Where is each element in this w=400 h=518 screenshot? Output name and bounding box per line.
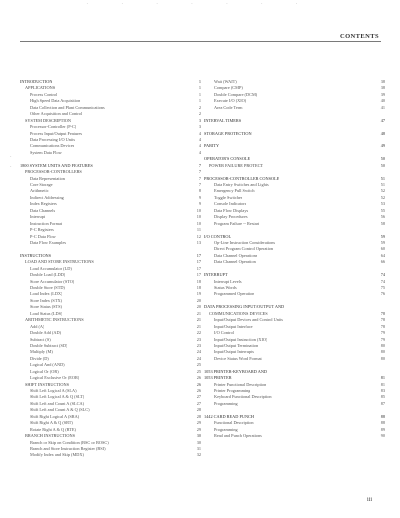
toc-entry-page: 17 [196,265,201,271]
toc-entry-page: 40 [380,98,385,104]
toc-entry-page: 28 [196,407,201,413]
toc-entry-label: Load Index (LDX) [30,291,63,297]
toc-entry-label: Programmed Operation [214,291,255,297]
toc-entry[interactable] [204,356,385,362]
toc-entry-label: Programming [214,400,238,406]
toc-entry-page: 74 [380,278,385,284]
toc-entry-label: Shift Right A & Q (SRT) [30,420,73,426]
toc-entry-page: 10 [196,220,201,226]
toc-entry[interactable] [204,433,385,439]
toc-entry-label: PROCESSOR-CONTROLLER CONSOLE [204,175,280,181]
toc-entry-label: Shift Left and Count A (SLCA) [30,400,85,406]
toc-entry-label: Printer Functional Description [214,381,267,387]
toc-entry-page: 88 [380,420,385,426]
toc-entry-page: 81 [380,381,385,387]
toc-entry-label: Functional Description [214,420,254,426]
toc-entry-page: 20 [196,297,201,303]
toc-entry-label: Compare (CMP) [214,85,243,91]
toc-entry-page: 4 [198,136,201,142]
toc-entry-page: 59 [380,239,385,245]
toc-entry[interactable] [204,131,385,137]
toc-entry-page: 4 [198,149,201,155]
toc-entry-label: Load Accumulator (LD) [30,265,72,271]
toc-entry-label: Store Status (STS) [30,304,62,310]
toc-entry-page: 9 [198,201,201,207]
toc-entry-page: 89 [380,426,385,432]
toc-entry-page: 26 [196,375,201,381]
toc-entry-page: 59 [380,233,385,239]
toc-entry-label: High Speed Data Acquisition [30,98,81,104]
toc-entry-label: System Data Flow [30,149,62,155]
toc-entry-label: Direct Program Control Operation [214,246,274,252]
toc-entry-label: Emergency Pull Switch [214,188,255,194]
toc-entry-label: P-C Data Flow [30,233,56,239]
toc-entry-label: Multiply (M) [30,349,53,355]
toc-entry-label: Data Channel Operations [214,252,258,258]
toc-entry-label: Interrupt [30,214,46,220]
toc-entry-label: STORAGE PROTECTION [204,130,252,136]
toc-entry-label: ARITHMETIC INSTRUCTIONS [25,317,84,323]
toc-entry-page: 52 [380,188,385,194]
toc-entry-page: 25 [196,368,201,374]
toc-entry-label: BRANCH INSTRUCTIONS [25,433,76,439]
toc-entry-label: Add (A) [30,323,45,329]
toc-entry-label: Indirect Addressing [30,194,64,200]
toc-entry-label: Input/Output Devices and Control Units [214,317,283,323]
toc-entry[interactable] [20,452,201,458]
toc-entry-page: 3 [198,117,201,123]
toc-entry-label: SYSTEM DESCRIPTION [25,117,71,123]
toc-entry-page: 23 [196,336,201,342]
toc-entry-page: 38 [380,79,385,84]
toc-entry-label: Data Representation [30,175,65,181]
toc-entry-label: Data Channels [30,207,56,213]
toc-entry[interactable] [204,401,385,407]
toc-entry-label: OPERATOR'S CONSOLE [204,156,251,162]
margin-mark: · [10,155,12,160]
page-number: iii [367,497,373,503]
toc-entry-page: 83 [380,388,385,393]
toc-entry-label: LOAD AND STORE INSTRUCTIONS [25,259,94,265]
toc-entry-page: 50 [380,162,385,168]
toc-entry-page: 64 [380,252,385,258]
toc-entry[interactable] [204,291,385,297]
toc-entry-page: 52 [380,194,385,200]
toc-entry-page: 21 [196,310,201,316]
toc-entry-page: 30 [196,433,201,439]
toc-entry-page: 7 [198,182,201,187]
toc-entry-page: 51 [380,175,385,181]
toc-entry-page: 22 [196,330,201,336]
toc-entry-page: 17 [196,259,201,265]
toc-entry-page: 17 [196,272,201,278]
toc-entry-label: Area Code Term [214,104,243,110]
toc-entry-label: Logical And (AND) [30,362,65,368]
toc-entry-label: Communications Devices [30,143,75,149]
toc-entry-label: Process Control [30,91,58,97]
toc-entry-page: 2 [198,111,201,117]
toc-entry-page: 80 [380,349,385,355]
toc-entry-page: 79 [380,336,385,342]
toc-entry-page: 27 [196,394,201,400]
toc-entry-page: 12 [196,233,201,239]
toc-entry-label: Branch and Store Instruction Register (BSI) [30,445,106,451]
toc-entry-label: Subtract (S) [30,336,51,342]
toc-entry-page: 66 [380,259,385,265]
toc-entry-page: 7 [198,162,201,168]
toc-entry-page: 48 [380,130,385,136]
toc-entry-page: 24 [196,355,201,361]
toc-entry-label: SHIFT INSTRUCTIONS [25,381,69,387]
toc-entry-page: 28 [196,413,201,419]
toc-entry-page: 76 [380,291,385,297]
toc-entry-page: 47 [380,117,385,123]
toc-entry-label: APPLICATIONS [25,85,56,91]
toc-entry-label: Program Failure -- Restart [214,220,260,226]
toc-entry-page: 21 [196,323,201,329]
toc-entry-label: Divide (D) [30,355,49,361]
toc-entry-label: DATA PROCESSING INPUT/OUTPUT AND [204,304,285,310]
toc-entry-page: 75 [380,285,385,290]
toc-entry-label: Rotate Right A & Q (RTE) [30,426,76,432]
toc-entry-page: 60 [380,246,385,252]
toc-entry-page: 50 [380,156,385,162]
margin-mark: · [10,165,12,170]
toc-entry-page: 78 [380,310,385,316]
toc-entry-page: 80 [380,355,385,361]
toc-entry-label: Interrupt Levels [214,278,242,284]
toc-entry-label: Data Channel Operation [214,259,256,265]
toc-entry-page: 7 [198,169,201,175]
toc-entry-label: Arithmetic [30,188,49,194]
toc-entry-page: 4 [198,130,201,136]
toc-entry-label: Input/Output Interface [214,323,253,329]
toc-entry-page: 2 [198,104,201,110]
toc-entry-page: 87 [380,400,385,406]
toc-entry-label: Printer Programming [214,388,251,393]
toc-entry-page: 19 [196,291,201,297]
toc-entry-page: 10 [196,207,201,213]
toc-entry-label: 1442 CARD READ PUNCH [204,413,255,419]
toc-entry[interactable] [204,105,385,111]
toc-entry-label: INTRODUCTION [20,79,53,84]
toc-entry-page: 29 [196,420,201,426]
toc-entry-page: 80 [380,342,385,348]
toc-entry-label: PROCESSOR-CONTROLLERS [25,169,82,175]
toc-entry-page: 20 [196,304,201,310]
toc-entry[interactable] [20,150,201,156]
toc-entry-label: Double Store (STD) [30,285,65,290]
toc-entry-label: Store Index (STX) [30,297,62,303]
toc-entry-label: Shift Left and Count A & Q (SLC) [30,407,90,413]
toc-entry-label: Console Indicators [214,201,247,207]
toc-entry-label: Device Status Word Format [214,355,262,361]
toc-entry[interactable] [204,143,385,149]
toc-entry-label: Shift Right Logical A (SRA) [30,413,80,419]
toc-entry-page: 56 [380,214,385,220]
toc-entry-label: 1800 SYSTEM UNITS AND FEATURES [20,162,93,168]
toc-entry-label: Keyboard Functional Description [214,394,272,400]
toc-entry-label: Double Subtract (SD) [30,342,68,348]
toc-entry-label: Data Flow Examples [30,239,67,245]
toc-entry-page: 78 [380,317,385,323]
toc-entry-label: Input/Output Termination [214,342,259,348]
toc-entry-page: 26 [196,388,201,393]
toc-entry-label: Execute I/O (XIO) [214,98,247,104]
toc-entry[interactable] [204,221,385,227]
toc-entry-page: 58 [380,220,385,226]
toc-entry-label: Status Words [214,285,237,290]
toc-entry-label: Process Input/Output Features [30,130,83,136]
toc-left-column [20,79,201,459]
toc-entry-label: Other Acquisition and Control [30,111,83,117]
toc-entry-label: POWER FAILURE PROTECT [209,162,264,168]
toc-entry-page: 17 [196,252,201,258]
toc-entry-label: Index Registers [30,201,57,207]
toc-entry-label: Data Processing I/O Units [30,136,75,142]
toc-entry-page: 27 [196,400,201,406]
toc-entry-page: 9 [198,194,201,200]
toc-entry-page: 7 [198,175,201,181]
toc-entry-label: Double Add (AD) [30,330,62,336]
title-rule [20,41,381,42]
toc-entry-label: 1053 PRINTER [204,375,232,381]
toc-entry-page: 1 [198,79,201,84]
toc-entry-label: Wait (WAIT) [214,79,237,84]
toc-entry-label: INSTRUCTIONS [20,252,52,258]
toc-entry-label: INTERRUPT [204,272,228,278]
toc-entry-label: Input/Output Instruction (XIO) [214,336,268,342]
toc-entry-page: 1 [198,98,201,104]
toc-entry-label: Toggle Switches [214,194,243,200]
toc-entry-page: 39 [380,91,385,97]
toc-entry-label: P-C Registers [30,227,54,233]
toc-entry-label: Load Status (LDS) [30,310,63,316]
toc-entry-page: 18 [196,285,201,290]
toc-entry-page: 32 [196,452,201,458]
toc-entry-page: 10 [196,214,201,220]
toc-entry-page: 29 [196,426,201,432]
toc-entry-page: 30 [196,439,201,445]
toc-entry-page: 88 [380,413,385,419]
toc-entry-label: PARITY [204,143,220,149]
toc-entry-label: Branch or Skip on Condition (BSC or BOSC) [30,439,109,445]
toc-entry-page: 49 [380,143,385,149]
toc-entry-page: 23 [196,342,201,348]
page-title: CONTENTS [340,33,379,40]
toc-entry-page: 31 [196,445,201,451]
toc-entry-label: Programming [214,426,238,432]
toc-entry-page: 26 [196,381,201,387]
toc-entry-label: Read and Punch Operations [214,433,262,439]
toc-entry-label: Instruction Format [30,220,63,226]
toc-entry-page: 25 [196,362,201,368]
toc-right-column [204,79,385,440]
toc-entry-page: 1 [198,91,201,97]
toc-entry-page: 79 [380,330,385,336]
toc-entry-label: Data Collection and Plant Communications [30,104,105,110]
toc-entry[interactable] [204,118,385,124]
toc-entry-label: Double Compare (DCM) [214,91,258,97]
toc-entry-label: Logical Or (OR) [30,368,59,374]
toc-entry-page: 8 [198,188,201,194]
toc-entry-label: Double Load (LDD) [30,272,66,278]
toc-entry-label: Data Entry Switches and Lights [214,182,269,187]
toc-entry-label: Logical Exclusive Or (EOR) [30,375,80,381]
toc-entry-page: 53 [380,201,385,207]
toc-entry-page: 85 [380,394,385,400]
toc-entry-label: I/O Control [214,330,234,336]
toc-entry[interactable] [204,163,385,169]
toc-entry-page: 81 [380,375,385,381]
toc-entry[interactable] [204,259,385,265]
toc-entry-label: Display Procedures [214,214,248,220]
toc-entry-label: INTERVAL TIMERS [204,117,242,123]
toc-entry-page: 3 [198,124,201,130]
toc-entry-page: 18 [196,278,201,284]
toc-entry-label: Input/Output Interrupts [214,349,254,355]
toc-entry-label: Data Flow Displays [214,207,249,213]
toc-entry-page: 41 [380,104,385,110]
toc-entry-page: 1 [198,85,201,91]
scan-artifact-marks: · · · · · · · [86,2,314,7]
toc-entry-label: Store Accumulator (STO) [30,278,75,284]
toc-entry-page: 78 [380,323,385,329]
toc-entry-page: 11 [196,227,201,233]
toc-entry-label: Shift Left Logical A & Q (SLT) [30,394,85,400]
toc-entry-page: 21 [196,317,201,323]
toc-entry-page: 55 [380,207,385,213]
toc-entry[interactable] [20,240,201,246]
toc-entry-label: Shift Left Logical A (SLA) [30,388,77,393]
toc-entry-label: Core Storage [30,182,53,187]
toc-entry-page: 51 [380,182,385,187]
toc-entry-page: 4 [198,143,201,149]
toc-entry-label: 1053 PRINTER-KEYBOARD AND [204,368,268,374]
toc-entry-page: 13 [196,239,201,245]
toc-entry-label: Op-Line Instruction Considerations [214,239,276,245]
toc-entry-label: I/O CONTROL [204,233,232,239]
toc-entry-page: 90 [380,433,385,439]
toc-entry-page: 38 [380,85,385,91]
toc-entry-page: 74 [380,272,385,278]
toc-entry-label: Modify Index and Skip (MDX) [30,452,84,458]
toc-entry-label: COMMUNICATIONS DEVICES [209,310,268,316]
toc-entry-label: Processor-Controller (P-C) [30,124,77,130]
toc-entry-page: 24 [196,349,201,355]
